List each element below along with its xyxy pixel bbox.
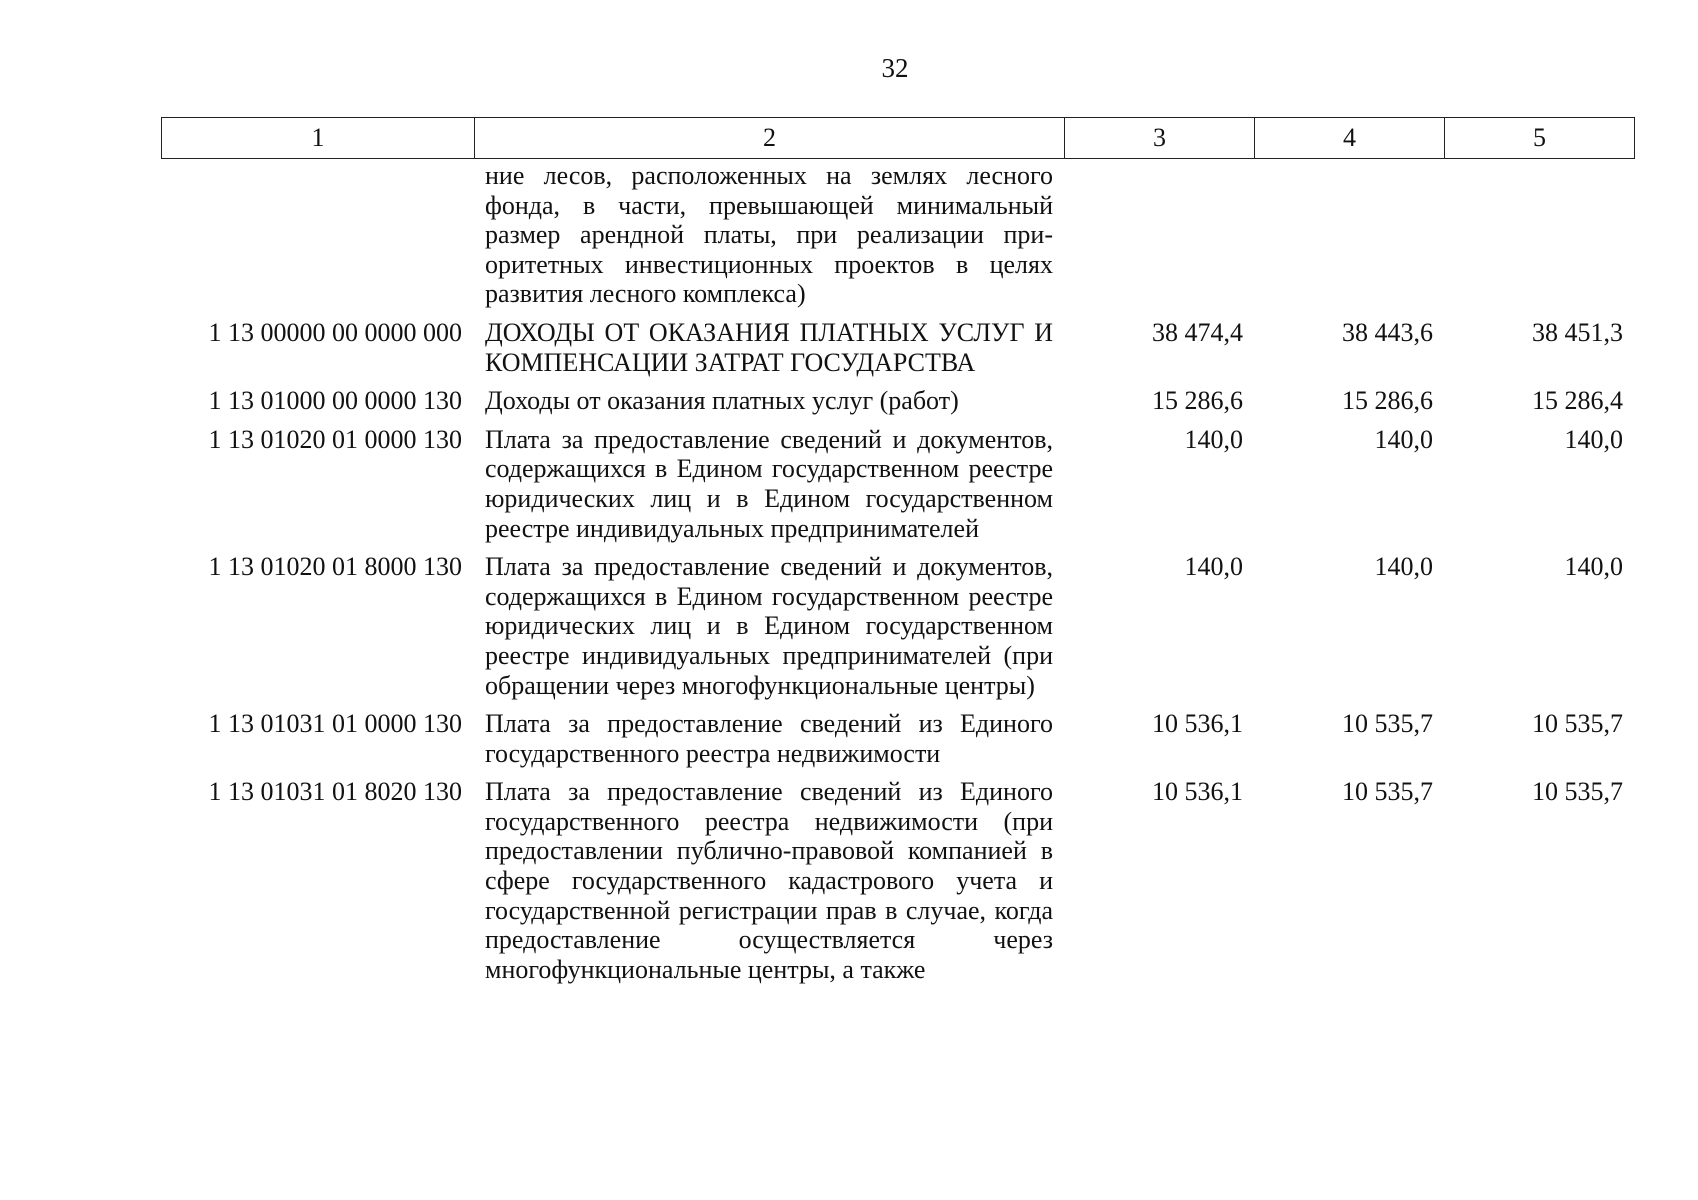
header-cell-2: 2 — [475, 118, 1065, 159]
row-value-col4: 10 535,7 — [1342, 709, 1433, 739]
row-code: 1 13 01020 01 0000 130 — [208, 424, 462, 454]
row-value-col5: 15 286,4 — [1532, 386, 1623, 416]
row-value-col3: 10 536,1 — [1152, 777, 1243, 807]
row-description: ние лесов, расположенных на землях лесного фонда, в части, превышающей минимальный размер арендной платы, при реализации приоритетных инвестиционных проектов в целях развития лесного комплекса) — [485, 161, 1053, 309]
header-row — [162, 118, 1635, 159]
row-value-col3 — [1064, 161, 1254, 318]
row-code: 1 13 01000 00 0000 130 — [208, 386, 462, 416]
row-value-col3: 140,0 — [1184, 552, 1243, 582]
row-value-col4 — [1254, 161, 1444, 318]
row-value-col4: 140,0 — [1374, 424, 1433, 454]
row-code: 1 13 00000 00 0000 000 — [208, 317, 462, 347]
row-value-col5: 38 451,3 — [1532, 317, 1623, 347]
header-cell-1: 1 — [162, 118, 475, 159]
row-code — [161, 161, 474, 318]
row-value-col5: 10 535,7 — [1532, 709, 1623, 739]
row-value-col5 — [1444, 161, 1634, 318]
table-body — [161, 161, 1634, 984]
table-row — [161, 709, 1634, 777]
header-cell-5: 5 — [1445, 118, 1635, 159]
row-code: 1 13 01020 01 8000 130 — [208, 552, 462, 582]
row-value-col3: 15 286,6 — [1152, 386, 1243, 416]
row-value-col5: 10 535,7 — [1532, 777, 1623, 807]
row-value-col4: 38 443,6 — [1342, 317, 1433, 347]
table-row — [161, 386, 1634, 425]
table-row — [161, 161, 1634, 318]
table-header — [161, 117, 1635, 159]
row-description: Плата за предоставление сведений и документов, содержащихся в Едином государственном реестре юридических лиц и в Едином государственном реестре индивидуальных предпринимателей (при обращении через многофункциональные центры) — [485, 552, 1053, 700]
row-value-col4: 15 286,6 — [1342, 386, 1433, 416]
row-value-col3: 10 536,1 — [1152, 709, 1243, 739]
row-description: ДОХОДЫ ОТ ОКАЗАНИЯ ПЛАТНЫХ УСЛУГ И КОМПЕНСАЦИИ ЗАТРАТ ГОСУДАРСТВА — [485, 317, 1053, 377]
table-row — [161, 425, 1634, 552]
row-code: 1 13 01031 01 0000 130 — [208, 709, 462, 739]
table-row — [161, 318, 1634, 386]
row-value-col5: 140,0 — [1564, 552, 1623, 582]
row-description: Плата за предоставление сведений из Единого государственного реестра недвижимости — [485, 709, 1053, 768]
header-cell-3: 3 — [1065, 118, 1255, 159]
table-row — [161, 777, 1634, 984]
row-value-col5: 140,0 — [1564, 424, 1623, 454]
row-code: 1 13 01031 01 8020 130 — [208, 777, 462, 807]
row-value-col4: 140,0 — [1374, 552, 1433, 582]
row-value-col4: 10 535,7 — [1342, 777, 1433, 807]
header-cell-4: 4 — [1255, 118, 1445, 159]
row-description: Доходы от оказания платных услуг (работ) — [485, 386, 959, 416]
table-row — [161, 552, 1634, 709]
row-description: Плата за предоставление сведений и документов, содержащихся в Едином государственном реестре юридических лиц и в Едином государственном реестре индивидуальных предпринимателей — [485, 424, 1053, 543]
row-description: Плата за предоставление сведений из Единого государственного реестра недвижимости (при предоставлении публично-правовой компанией в сфере государственного кадастрового учета и государственной регистрации прав в случае, когда предоставление осуществляется через многофункциональные центры, а также — [485, 777, 1053, 984]
row-value-col3: 38 474,4 — [1152, 317, 1243, 347]
row-value-col3: 140,0 — [1184, 424, 1243, 454]
page-number: 32 — [881, 53, 909, 83]
